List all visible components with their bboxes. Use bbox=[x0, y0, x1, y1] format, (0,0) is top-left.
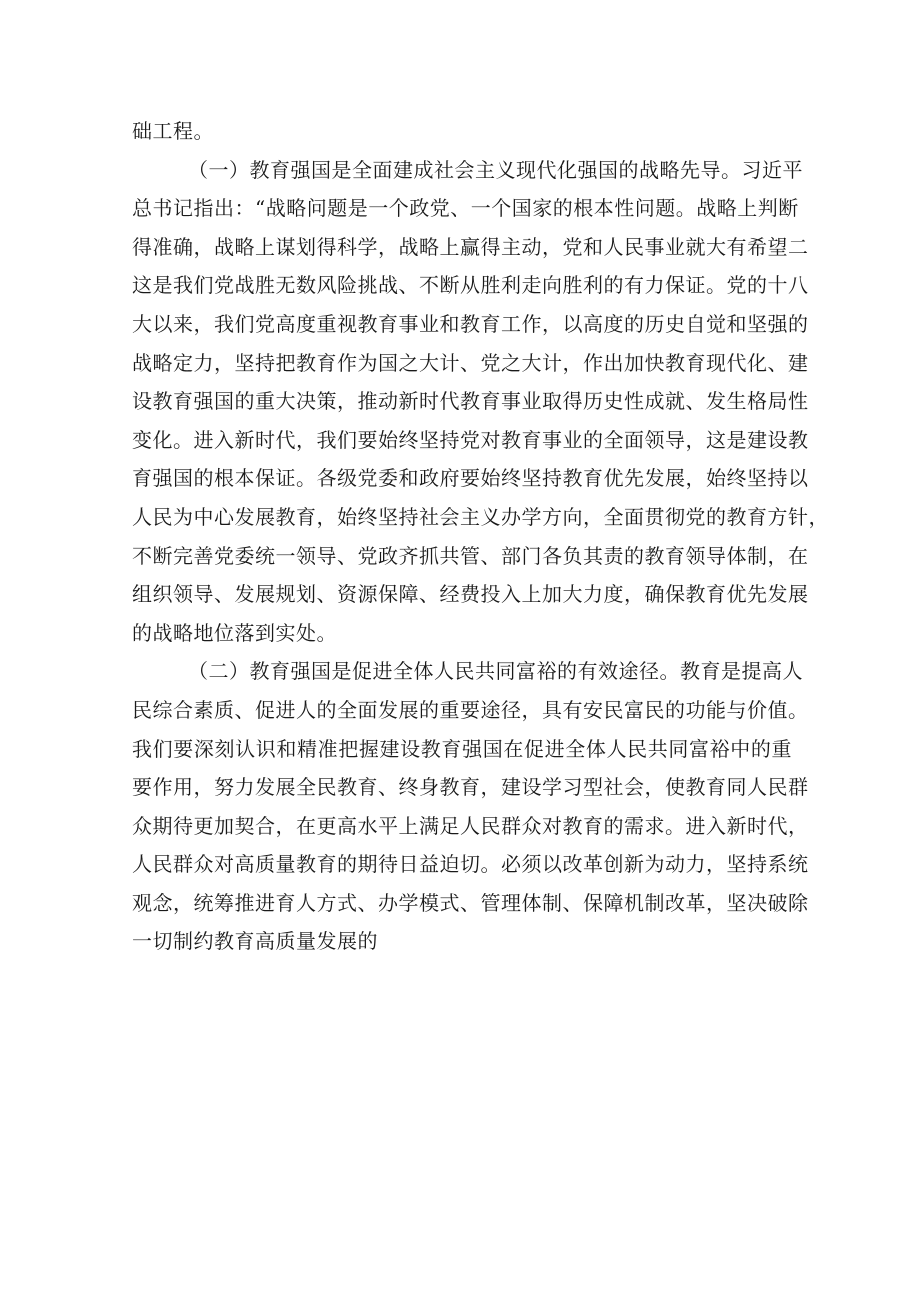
paragraph-1-line-7: 变化。进入新时代，我们要始终坚持党对教育事业的全面领导，这是建设教 bbox=[132, 427, 809, 452]
paragraph-2-line-0: （二）教育强国是促进全体人民共同富裕的有效途径。教育是提高人 bbox=[188, 659, 803, 684]
paragraph-0-line-0: 础工程。 bbox=[132, 119, 214, 143]
paragraph-2-line-6: 观念，统筹推进育人方式、办学模式、管理体制、保障机制改革，坚决破除 bbox=[132, 890, 809, 915]
paragraph-1-line-8: 育强国的根本保证。各级党委和政府要始终坚持教育优先发展，始终坚持以 bbox=[132, 466, 809, 491]
paragraph-1-line-5: 战略定力，坚持把教育作为国之大计、党之大计，作出加快教育现代化、建 bbox=[132, 350, 809, 375]
document-body bbox=[132, 112, 829, 961]
paragraph-1-line-11: 组织领导、发展规划、资源保障、经费投入上加大力度，确保教育优先发展 bbox=[132, 582, 809, 607]
paragraph-1-line-2: 得准确，战略上谋划得科学，战略上赢得主动，党和人民事业就大有希望二 bbox=[132, 234, 809, 259]
paragraph-1-line-3: 这是我们党战胜无数风险挑战、不断从胜利走向胜利的有力保证。党的十八 bbox=[132, 273, 809, 298]
paragraph-1-line-0: （一）教育强国是全面建成社会主义现代化强国的战略先导。习近平 bbox=[188, 157, 803, 182]
paragraph-2-line-2: 我们要深刻认识和精准把握建设教育强国在促进全体人民共同富裕中的重 bbox=[132, 736, 792, 761]
paragraph-1-line-1: 总书记指出：“战略问题是一个政党、一个国家的根本性问题。战略上判断 bbox=[132, 196, 799, 221]
paragraph-1-line-9: 人民为中心发展教育，始终坚持社会主义办学方向，全面贯彻党的教育方针， bbox=[132, 504, 829, 529]
paragraph-2-line-4: 众期待更加契合，在更高水平上满足人民群众对教育的需求。进入新时代， bbox=[132, 813, 809, 838]
paragraph-1-line-12: 的战略地位落到实处。 bbox=[132, 620, 337, 645]
paragraph-2-line-1: 民综合素质、促进人的全面发展的重要途径，具有安民富民的功能与价值。 bbox=[132, 697, 809, 722]
paragraph-1-line-6: 设教育强国的重大决策，推动新时代教育事业取得历史性成就、发生格局性 bbox=[132, 389, 809, 414]
paragraph-2-line-5: 人民群众对高质量教育的期待日益迫切。必须以改革创新为动力，坚持系统 bbox=[132, 852, 809, 877]
paragraph-2-line-3: 要作用，努力发展全民教育、终身教育，建设学习型社会，使教育同人民群 bbox=[132, 775, 809, 800]
paragraph-1-line-4: 大以来，我们党高度重视教育事业和教育工作，以高度的历史自觉和坚强的 bbox=[132, 311, 809, 336]
paragraph-1-line-10: 不断完善党委统一领导、党政齐抓共管、部门各负其责的教育领导体制，在 bbox=[132, 543, 809, 568]
paragraph-2-line-7: 一切制约教育高质量发展的 bbox=[132, 929, 378, 954]
